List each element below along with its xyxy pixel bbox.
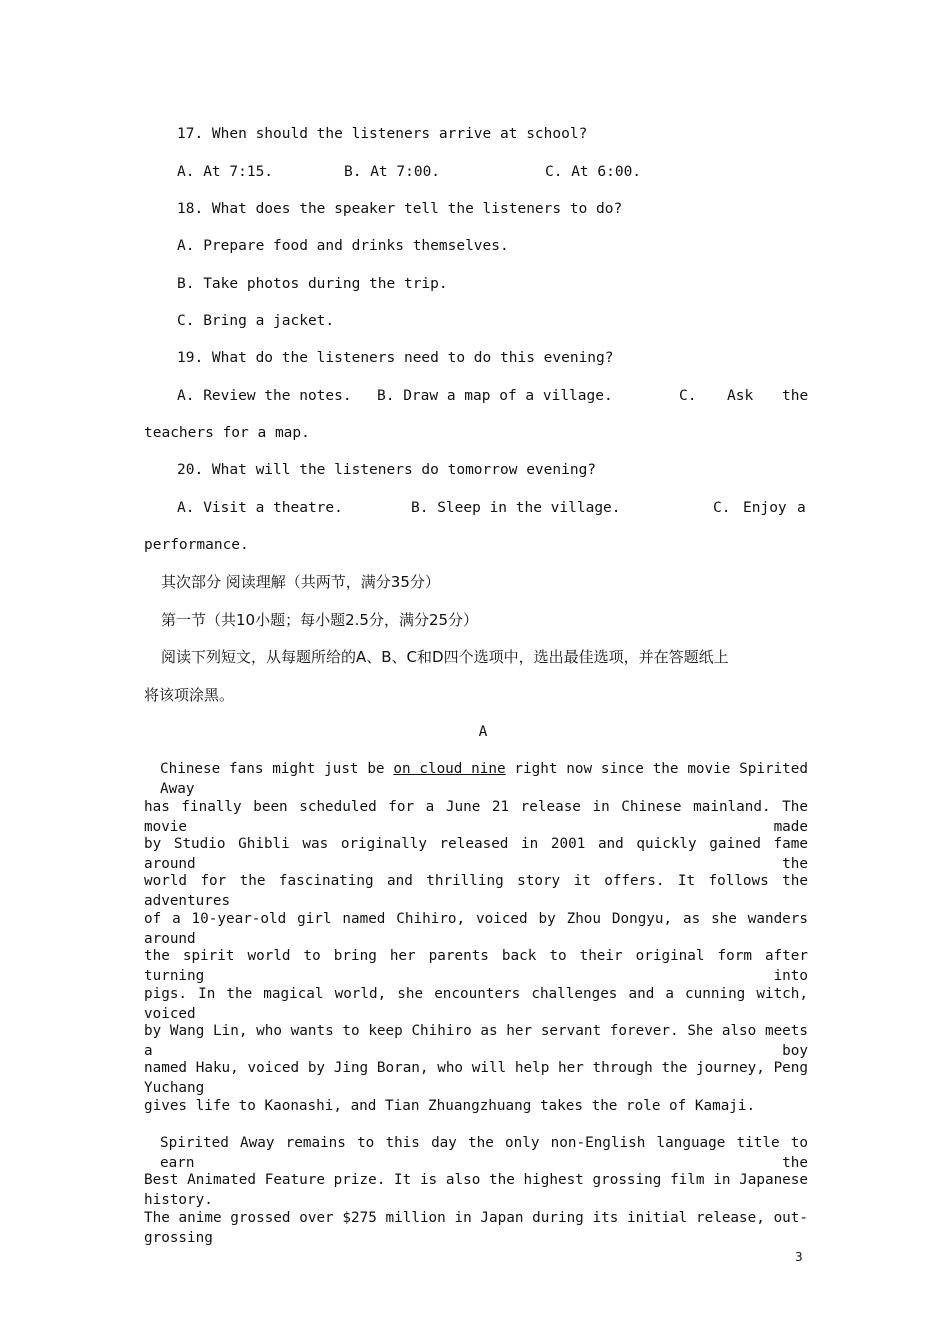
underlined-phrase: on cloud nine xyxy=(393,761,506,777)
passage-line-2: has finally been scheduled for a June 21 release in Chinese mainland. The movie made xyxy=(144,799,808,835)
question-17-option-c: C. At 6:00. xyxy=(545,164,642,180)
question-20-option-c-word2: a xyxy=(797,500,806,516)
question-19-stem: 19. What do the listeners need to do this evening? xyxy=(177,350,614,366)
passage-text: right now since the movie Spirited Away xyxy=(160,761,809,797)
passage-line-9: named Haku, voiced by Jing Boran, who will help her through the journey, Peng Yuchang xyxy=(144,1060,808,1096)
question-19-option-b: B. Draw a map of a village. xyxy=(377,388,613,404)
question-18-stem: 18. What does the speaker tell the listeners to do? xyxy=(177,201,623,217)
passage-line-4: world for the fascinating and thrilling story it offers. It follows the adventures xyxy=(144,873,808,909)
passage-label: A xyxy=(478,724,488,740)
passage-p2-line-1: Spirited Away remains to this day the only non-English language title to earn the xyxy=(160,1135,808,1171)
instruction-line-1: 阅读下列短文，从每题所给的A、B、C和D四个选项中，选出最佳选项，并在答题纸上 xyxy=(161,648,729,666)
passage-p2-line-2: Best Animated Feature prize. It is also the highest grossing film in Japanese history. xyxy=(144,1172,808,1208)
question-19-option-c-label: C. xyxy=(679,388,697,404)
question-20-option-a: A. Visit a theatre. xyxy=(177,500,343,516)
question-18-option-b: B. Take photos during the trip. xyxy=(177,276,448,292)
passage-line-1 xyxy=(160,759,808,799)
instruction-line-2: 将该项涂黑。 xyxy=(144,686,235,704)
question-17-stem: 17. When should the listeners arrive at school? xyxy=(177,126,588,142)
question-19-option-a: A. Review the notes. xyxy=(177,388,352,404)
question-20-stem: 20. What will the listeners do tomorrow evening? xyxy=(177,462,597,478)
passage-line-6: the spirit world to bring her parents back to their original form after turning into xyxy=(144,948,808,984)
passage-line-7: pigs. In the magical world, she encounters challenges and a cunning witch, voiced xyxy=(144,986,808,1022)
part-title: 其次部分 阅读理解（共两节，满分35分） xyxy=(161,573,440,591)
passage-line-5: of a 10-year-old girl named Chihiro, voiced by Zhou Dongyu, as she wanders around xyxy=(144,911,808,947)
question-20-option-c-word1: Enjoy xyxy=(743,500,787,516)
page-number: 3 xyxy=(795,1250,803,1264)
question-20-option-c-continued: performance. xyxy=(144,537,249,553)
question-20-option-b: B. Sleep in the village. xyxy=(411,500,621,516)
passage-line-8: by Wang Lin, who wants to keep Chihiro as her servant forever. She also meets a boy xyxy=(144,1023,808,1059)
passage-text: Chinese fans might just be xyxy=(160,761,394,777)
passage-line-10: gives life to Kaonashi, and Tian Zhuangzhuang takes the role of Kamaji. xyxy=(144,1098,756,1114)
question-19-option-c-word2: the xyxy=(782,388,809,404)
question-17-option-a: A. At 7:15. xyxy=(177,164,274,180)
question-18-option-c: C. Bring a jacket. xyxy=(177,313,335,329)
question-18-option-a: A. Prepare food and drinks themselves. xyxy=(177,238,509,254)
question-17-option-b: B. At 7:00. xyxy=(344,164,441,180)
question-19-option-c-word1: Ask xyxy=(727,388,754,404)
question-20-option-c-label: C. xyxy=(713,500,731,516)
passage-line-3: by Studio Ghibli was originally released in 2001 and quickly gained fame around the xyxy=(144,836,808,872)
subsection-title: 第一节（共10小题；每小题2.5分，满分25分） xyxy=(161,611,479,629)
passage-p2-line-3: The anime grossed over $275 million in Japan during its initial release, out-grossing xyxy=(144,1210,808,1246)
question-19-option-c-continued: teachers for a map. xyxy=(144,425,310,441)
